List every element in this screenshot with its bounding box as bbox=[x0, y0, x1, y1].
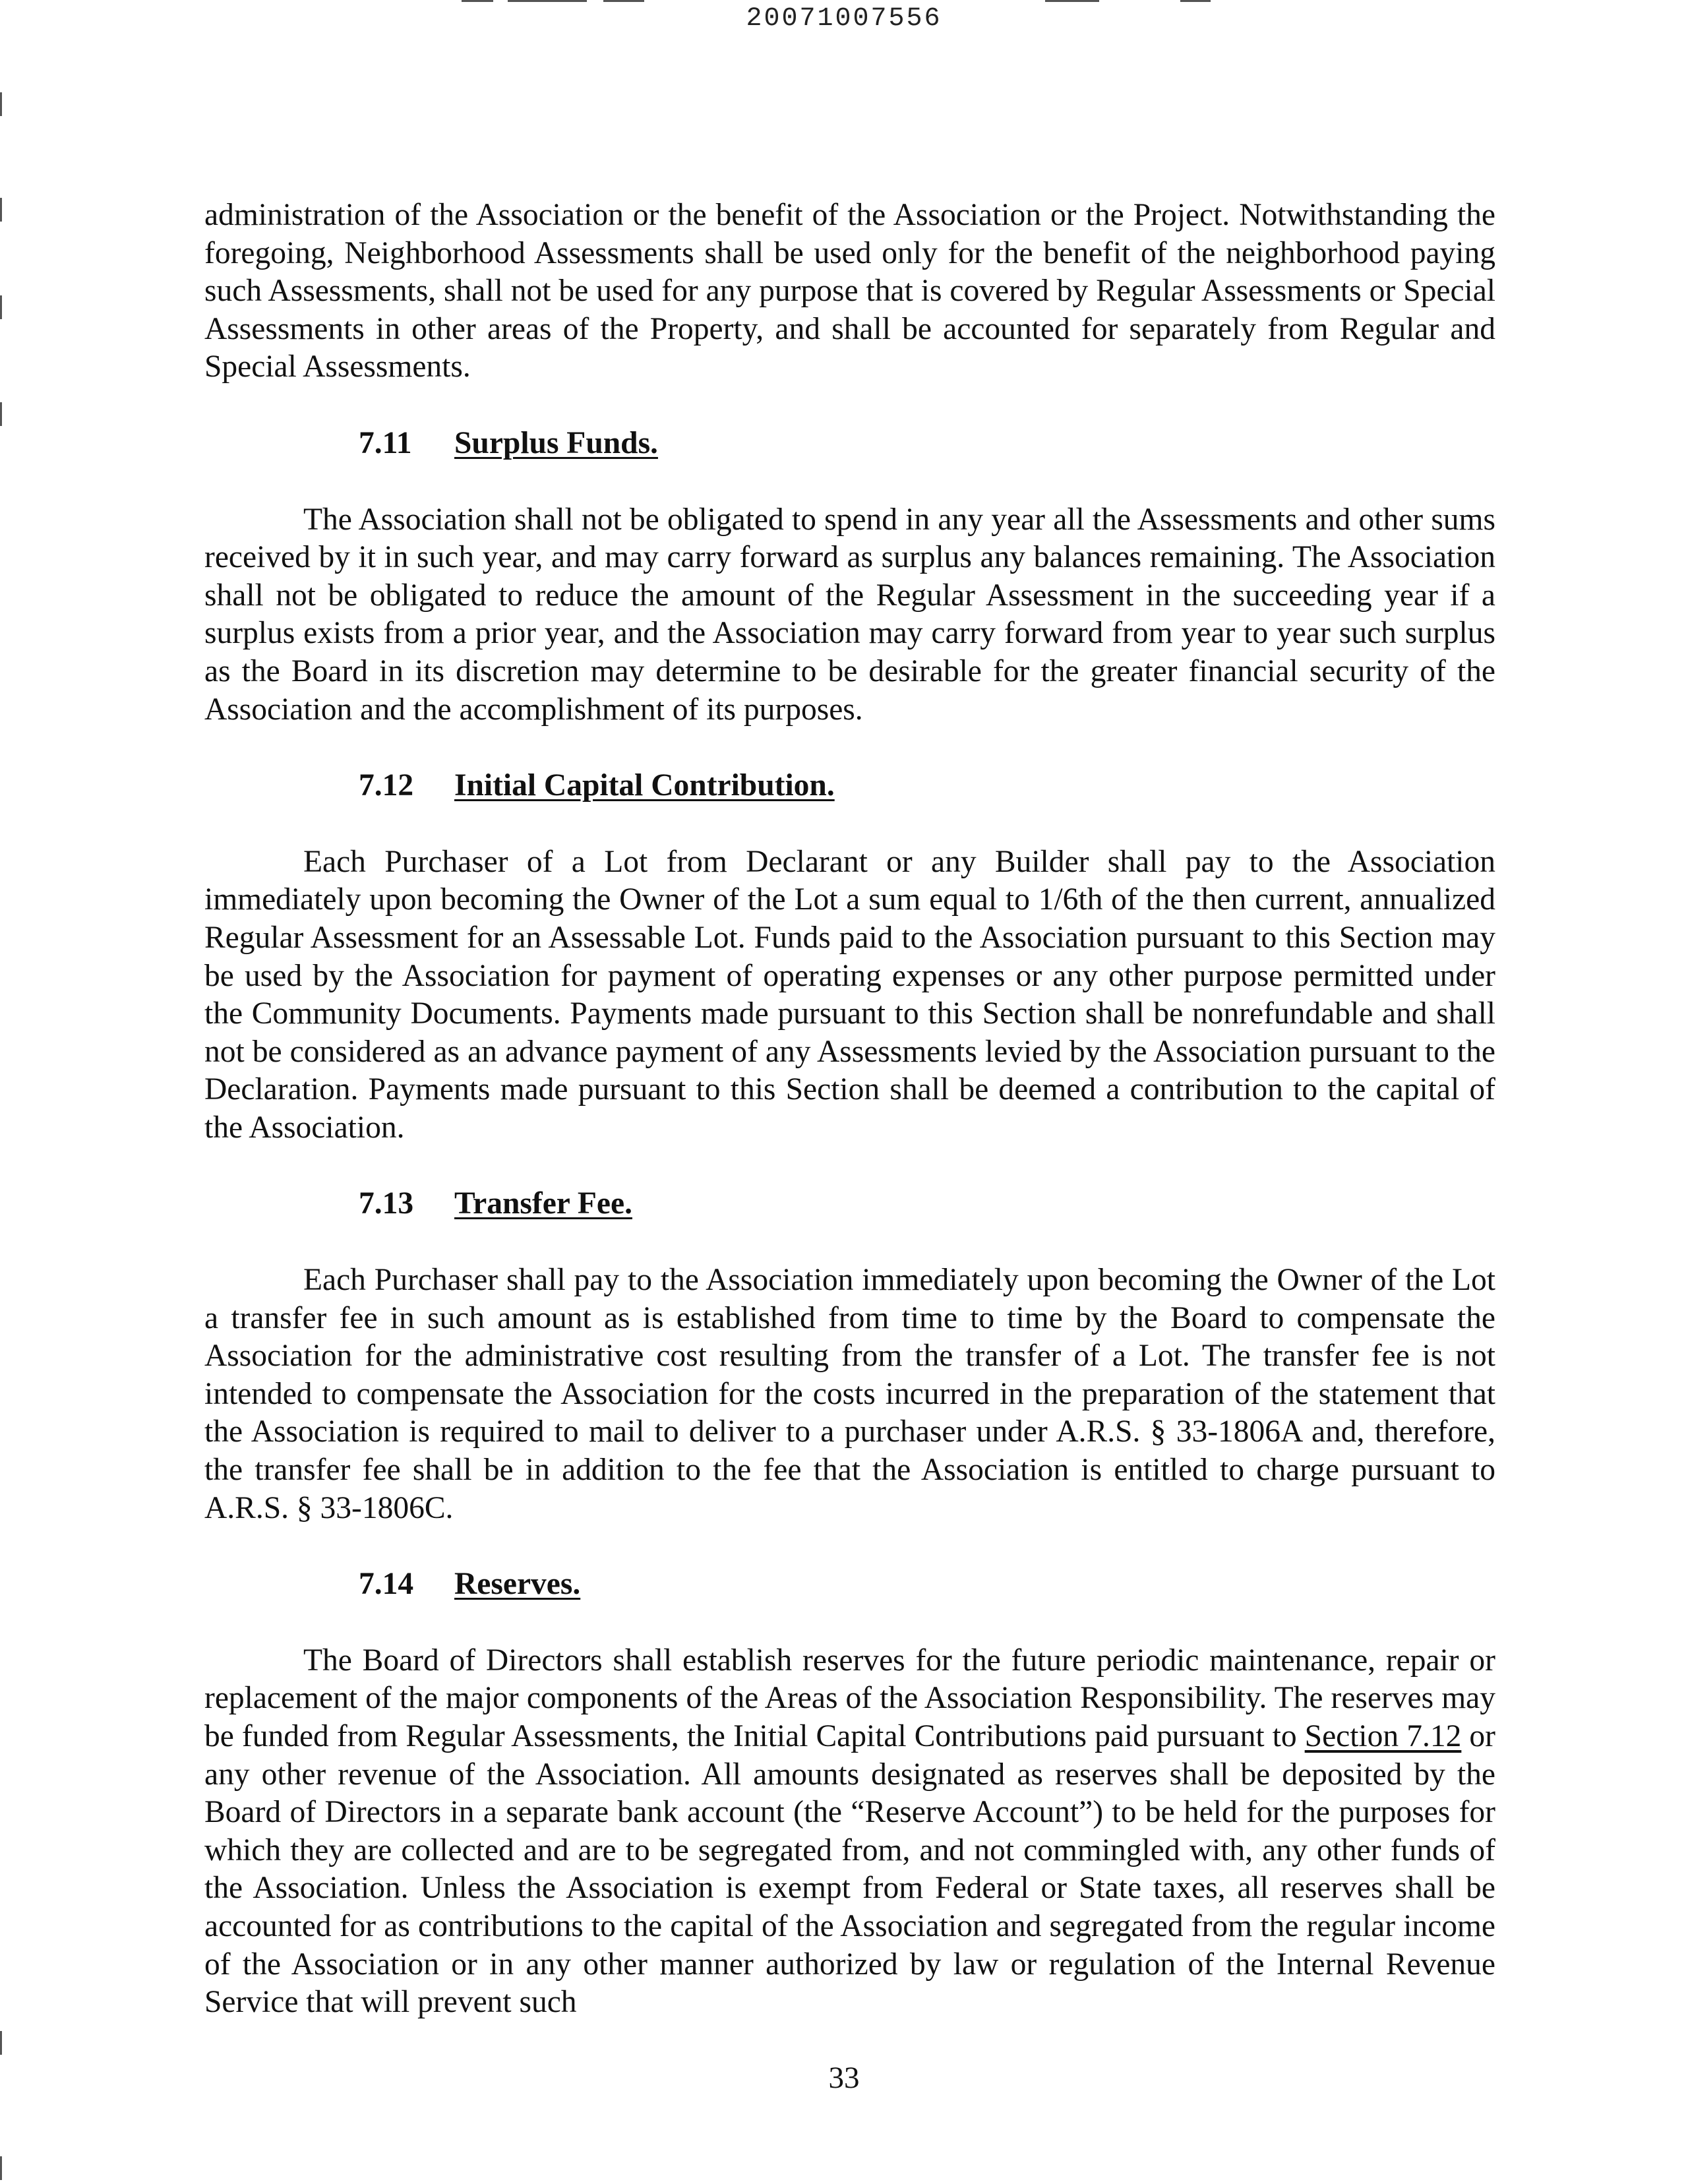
section-heading-7-14 bbox=[204, 1565, 1495, 1604]
scan-edge-mark bbox=[0, 198, 2, 222]
document-number: 20071007556 bbox=[746, 4, 942, 34]
scan-rule bbox=[1045, 0, 1099, 2]
intro-paragraph: administration of the Association or the benefit of the Association or the Project. Notwithstanding the foregoing, Neighborhood Assessments shall be used only for the benefit of the neighborhood paying such Assessments, shall not be used for any purpose that is covered by Regular Assessments or Special Assessments in other areas of the Property, and shall be accounted for separately from Regular and Special Assessments. bbox=[204, 198, 1495, 384]
document-body bbox=[204, 197, 1495, 2022]
section-title: Surplus Funds. bbox=[454, 425, 658, 460]
section-heading-7-13 bbox=[204, 1185, 1495, 1223]
section-number: 7.12 bbox=[359, 768, 414, 803]
section-text-7-11: The Association shall not be obligated to spend in any year all the Assessments and other sums received by it in such year, and may carry forward as surplus any balances remaining. The Association shall not be obligated to reduce the amount of the Regular Assessment in the succeeding year if a surplus exists from a prior year, and the Association may carry forward from year to year such surplus as the Board in its discretion may determine to be desirable for the greater financial security of the Association and the accomplishment of its purposes. bbox=[204, 502, 1495, 727]
scan-edge-mark bbox=[0, 295, 2, 319]
section-title: Transfer Fee. bbox=[454, 1186, 632, 1221]
section-number: 7.11 bbox=[359, 425, 412, 460]
scan-rule bbox=[508, 0, 587, 2]
section-text-7-12: Each Purchaser of a Lot from Declarant or any Builder shall pay to the Association immediately upon becoming the Owner of the Lot a sum equal to 1/6th of the then current, annualized Regular Assessment for an Assessable Lot. Funds paid to the Association pursuant to this Section may be used by the Association for payment of operating expenses or any other purpose permitted under the Community Documents. Payments made pursuant to this Section shall be nonrefundable and shall not be considered as an advance payment of any Assessments levied by the Association pursuant to the Declaration. Payments made pursuant to this Section shall be deemed a contribution to the capital of the Association. bbox=[204, 844, 1495, 1145]
page-number: 33 bbox=[828, 2061, 860, 2095]
section-title: Reserves. bbox=[454, 1567, 581, 1602]
section-title: Initial Capital Contribution. bbox=[454, 768, 835, 803]
scan-edge-mark bbox=[0, 402, 2, 426]
scan-edge-mark bbox=[0, 2031, 2, 2055]
section-text-part: The Board of Directors shall establish reserves for the future periodic maintenance, repair or replacement of the major components of the Areas of the Association Responsibility. The reserves may be funded from Regular Assessments, the Initial Capital Contributions paid pursuant to bbox=[204, 1643, 1495, 1753]
section-heading-7-12 bbox=[204, 767, 1495, 805]
scan-rule bbox=[603, 0, 644, 2]
section-number: 7.14 bbox=[359, 1567, 414, 1602]
section-number: 7.13 bbox=[359, 1186, 414, 1221]
scan-edge-mark bbox=[0, 92, 2, 116]
section-heading-7-11 bbox=[204, 425, 1495, 463]
scan-edge-mark bbox=[0, 2156, 2, 2180]
section-reference-link[interactable]: Section 7.12 bbox=[1304, 1719, 1462, 1753]
section-text-7-13: Each Purchaser shall pay to the Association immediately upon becoming the Owner of the Lot a transfer fee in such amount as is established from time to time by the Board to compensate the Association for the administrative cost resulting from the transfer of a Lot. The transfer fee is not intended to compensate the Association for the costs incurred in the preparation of the statement that the Association is required to mail to deliver to a purchaser under A.R.S. § 33-1806A and, therefore, the transfer fee shall be in addition to the fee that the Association is entitled to charge pursuant to A.R.S. § 33-1806C. bbox=[204, 1263, 1495, 1525]
scan-rule bbox=[462, 0, 493, 2]
scan-rule bbox=[1180, 0, 1211, 2]
section-text-part: or any other revenue of the Association. All amounts designated as reserves shall be deposited by the Board of Directors in a separate bank account (the “Reserve Account”) to be held for the purposes for which they are collected and are to be segregated from, and not commingled with, any other funds of the Association. Unless the Association is exempt from Federal or State taxes, all reserves shall be accounted for as contributions to the capital of the Association and segregated from the regular income of the Association or in any other manner authorized by law or regulation of the Internal Revenue Service that will prevent such bbox=[204, 1719, 1495, 2020]
section-text-7-14 bbox=[204, 1642, 1495, 2022]
